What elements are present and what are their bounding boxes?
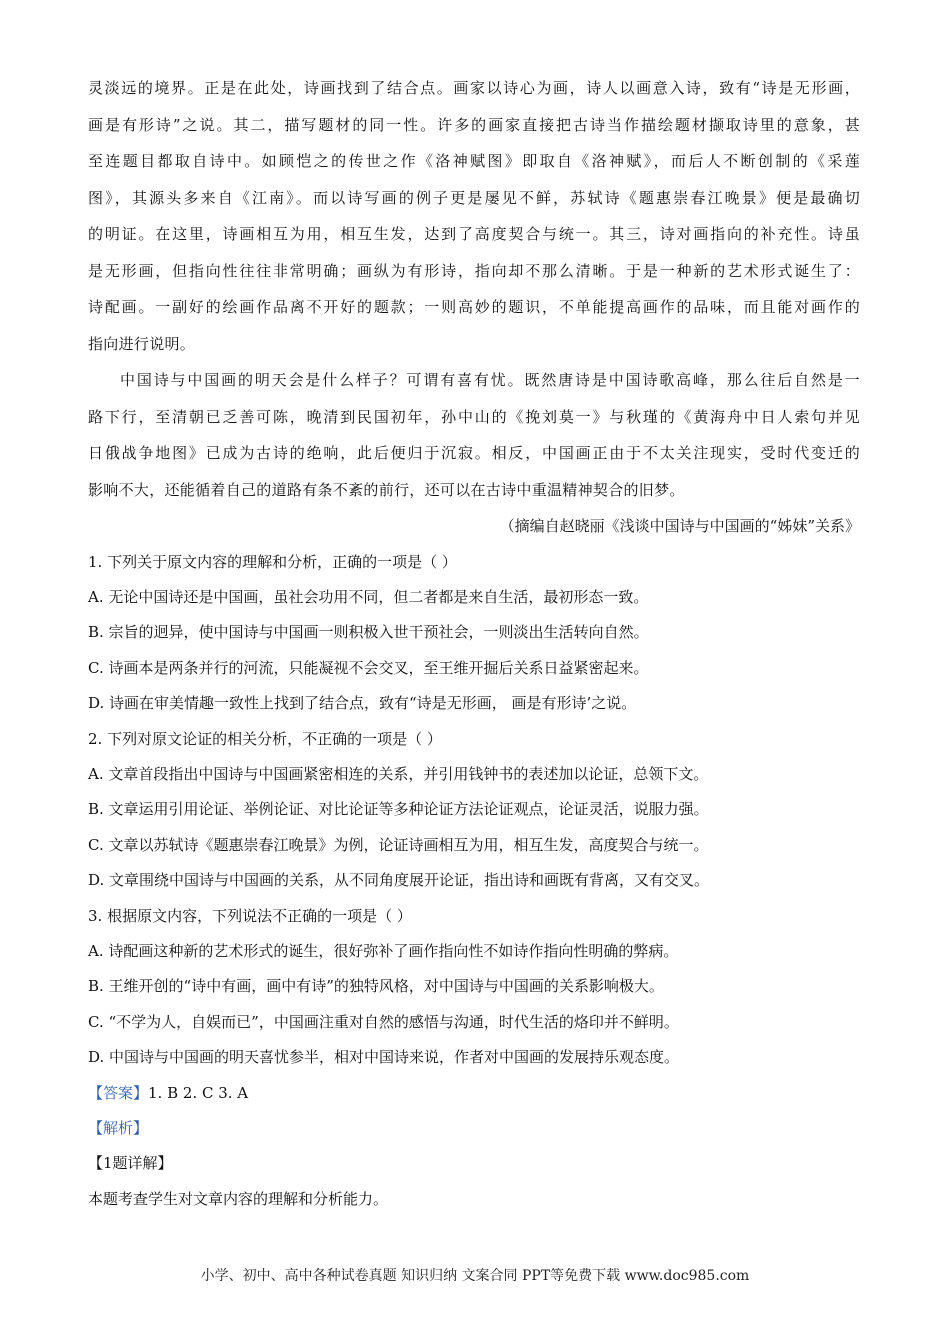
passage-line: 中国诗与中国画的明天会是什么样子？可谓有喜有忧。既然唐诗是中国诗歌高峰，那么往后自然是一: [120, 371, 860, 389]
question-option: B. 王维开创的“诗中有画，画中有诗”的独特风格，对中国诗与中国画的关系影响极大。: [88, 977, 664, 996]
question-option: D. 文章围绕中国诗与中国画的关系，从不同角度展开论证，指出诗和画既有背离，又有交叉。: [88, 871, 710, 890]
question-stem: 2. 下列对原文论证的相关分析，不正确的一项是（ ）: [88, 729, 442, 748]
question-2: [88, 722, 860, 899]
passage-line: 日俄战争地图》已成为古诗的绝响，此后便归于沉寂。相反，中国画正由于不太关注现实，受时代变迁的: [88, 444, 860, 462]
question-option: C. “不学为人，自娱而已”，中国画注重对自然的感悟与沟通，时代生活的烙印并不鲜明。: [88, 1012, 679, 1031]
passage-line: 灵淡远的境界。正是在此处，诗画找到了结合点。画家以诗心为画，诗人以画意入诗，致有“诗是无形画，: [88, 79, 860, 97]
passage-paragraph-2: [88, 362, 860, 508]
analysis-label: 【解析】: [88, 1119, 149, 1137]
passage-line: 至连题目都取自诗中。如顾恺之的传世之作《洛神赋图》即取自《洛神赋》，而后人不断创制的《采莲: [88, 152, 860, 170]
question-3: [88, 899, 860, 1076]
detail-text: 本题考查学生对文章内容的理解和分析能力。: [88, 1189, 389, 1208]
passage-line: 路下行，至清朝已乏善可陈，晚清到民国初年，孙中山的《挽刘莫一》与秋瑾的《黄海舟中日人索句并见: [88, 407, 860, 426]
question-option: C. 文章以苏轼诗《题惠崇春江晚景》为例，论证诗画相互为用，相互生发，高度契合与统一。: [88, 835, 709, 854]
detail-heading: 【1题详解】: [88, 1154, 173, 1173]
passage-line: 图》，其源头多来自《江南》。而以诗写画的例子更是屡见不鲜，苏轼诗《题惠崇春江晚景》便是最确切: [88, 188, 860, 207]
passage-line: 的明证。在这里，诗画相互为用，相互生发，达到了高度契合与统一。其三，诗对画指向的补充性。诗虽: [88, 225, 860, 243]
answer-line: [88, 1076, 860, 1111]
question-option: B. 宗旨的迥异，使中国诗与中国画一则积极入世干预社会，一则淡出生活转向自然。: [88, 623, 649, 642]
page-footer: 小学、初中、高中各种试卷真题 知识归纳 文案合同 PPT等免费下载 www.doc985.com: [200, 1268, 750, 1284]
answer-label: 【答案】: [88, 1083, 149, 1102]
passage-paragraph-1: [88, 70, 860, 362]
passage-source: （摘编自赵晓丽《浅谈中国诗与中国画的“姊妹”关系》: [499, 517, 860, 535]
question-1: [88, 545, 860, 722]
document-page: [88, 70, 860, 1217]
passage-line: 指向进行说明。: [88, 334, 196, 353]
question-option: D. 诗画在审美情趣一致性上找到了结合点，致有“诗是无形画， 画是有形诗’之说。: [88, 694, 637, 713]
passage-line: 影响不大，还能循着自己的道路有条不紊的前行，还可以在古诗中重温精神契合的旧梦。: [88, 480, 685, 499]
question-option: C. 诗画本是两条并行的河流，只能凝视不会交叉，至王维开掘后关系日益紧密起来。: [88, 658, 649, 677]
question-option: A. 文章首段指出中国诗与中国画紧密相连的关系，并引用钱钟书的表述加以论证，总领下文。: [88, 764, 709, 783]
question-option: A. 无论中国诗还是中国画，虽社会功用不同，但二者都是来自生活，最初形态一致。: [88, 587, 649, 606]
answer-text: 1. B 2. C 3. A: [148, 1083, 249, 1102]
passage-line: 是无形画，但指向性往往非常明确；画纵为有形诗，指向却不那么清晰。于是一种新的艺术形式诞生了：: [88, 261, 860, 280]
question-option: A. 诗配画这种新的艺术形式的诞生，很好弥补了画作指向性不如诗作指向性明确的弊病。: [88, 941, 679, 960]
passage-line: 诗配画。一副好的绘画作品离不开好的题款；一则高妙的题识，不单能提高画作的品味，而且能对画作的: [88, 298, 860, 316]
passage-line: 画是有形诗”之说。其二，描写题材的同一性。许多的画家直接把古诗当作描绘题材撷取诗里的意象，甚: [88, 115, 860, 134]
question-stem: 1. 下列关于原文内容的理解和分析，正确的一项是（ ）: [88, 552, 457, 571]
question-option: B. 文章运用引用论证、举例论证、对比论证等多种论证方法论证观点，论证灵活，说服力强。: [88, 800, 709, 819]
question-stem: 3. 根据原文内容，下列说法不正确的一项是（ ）: [88, 906, 412, 925]
question-option: D. 中国诗与中国画的明天喜忧参半，相对中国诗来说，作者对中国画的发展持乐观态度。: [88, 1048, 680, 1067]
